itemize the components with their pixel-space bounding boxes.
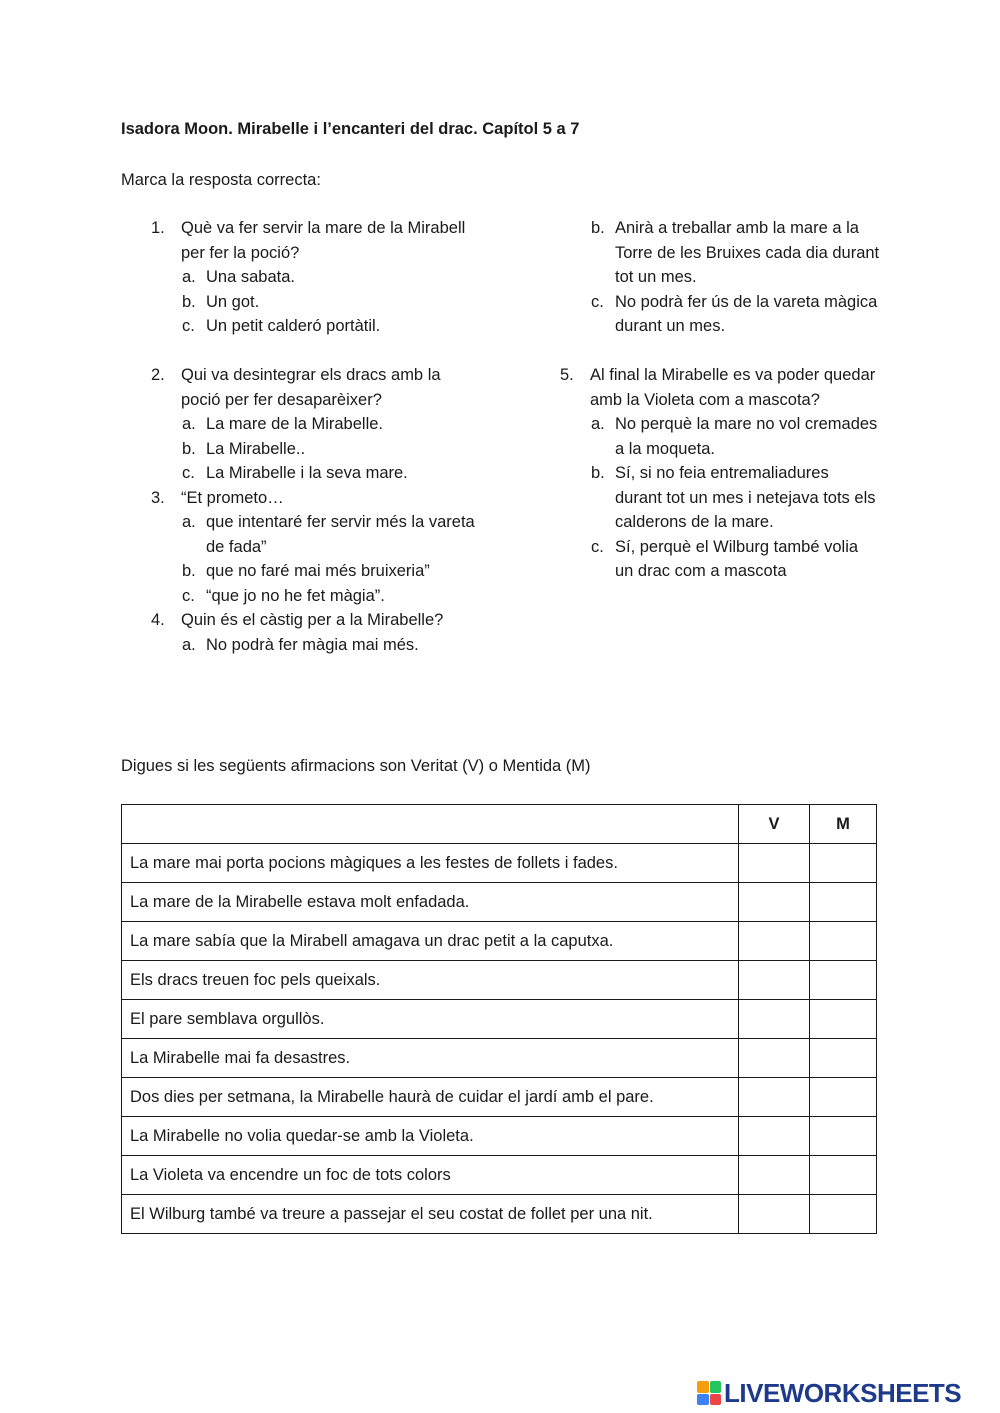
statement-text: La mare de la Mirabelle estava molt enfadada. — [122, 883, 739, 922]
option-text: Sí, si no feia entremaliadures durant tot un mes i netejava tots els calderons de la mare. — [615, 464, 876, 531]
option-2a[interactable] — [146, 412, 476, 437]
option-letter: a. — [182, 268, 196, 286]
table-row — [122, 961, 877, 1000]
option-text: La Mirabelle i la seva mare. — [206, 464, 408, 482]
option-text: No podrà fer màgia mai més. — [206, 635, 419, 654]
statement-header-cell — [122, 805, 739, 844]
option-letter: a. — [182, 513, 196, 531]
table-row — [122, 1117, 877, 1156]
question-text: Qui va desintegrar els dracs amb la poció per fer desaparèixer? — [181, 366, 441, 409]
table-header-row — [122, 805, 877, 844]
instruction-true-false: Digues si les següents afirmacions son Veritat (V) o Mentida (M) — [121, 757, 591, 775]
statement-text: La Mirabelle mai fa desastres. — [122, 1039, 739, 1078]
question-2 — [146, 363, 476, 412]
question-5 — [555, 363, 880, 412]
statement-text: La Mirabelle no volia quedar-se amb la Violeta. — [122, 1117, 739, 1156]
question-number: 2. — [151, 366, 165, 384]
worksheet-title: Isadora Moon. Mirabelle i l’encanteri del drac. Capítol 5 a 7 — [121, 120, 580, 138]
option-3a[interactable] — [146, 510, 476, 559]
liveworksheets-logo — [697, 1378, 961, 1408]
question-text: “Et prometo… — [181, 488, 284, 507]
option-5c[interactable] — [555, 535, 880, 584]
option-text: Sí, perquè el Wilburg també volia un drac com a mascota — [615, 537, 859, 580]
table-row — [122, 844, 877, 883]
statement-text: El Wilburg també va treure a passejar el seu costat de follet per una nit. — [122, 1195, 739, 1234]
question-number: 3. — [151, 488, 165, 507]
v-answer-cell[interactable] — [739, 1039, 810, 1078]
table-row — [122, 883, 877, 922]
m-answer-cell[interactable] — [810, 1156, 877, 1195]
option-letter: c. — [182, 464, 195, 482]
option-1b[interactable] — [146, 290, 476, 315]
v-answer-cell[interactable] — [739, 961, 810, 1000]
question-number: 4. — [151, 611, 165, 629]
statement-text: La mare sabía que la Mirabell amagava un drac petit a la caputxa. — [122, 922, 739, 961]
statement-text: La mare mai porta pocions màgiques a les festes de follets i fades. — [122, 844, 739, 883]
option-5a[interactable] — [555, 412, 880, 461]
option-text: La Mirabelle.. — [206, 439, 306, 458]
v-answer-cell[interactable] — [739, 1117, 810, 1156]
option-2b[interactable] — [146, 437, 476, 462]
m-answer-cell[interactable] — [810, 1117, 877, 1156]
option-text: No podrà fer ús de la vareta màgica durant un mes. — [615, 292, 878, 335]
m-answer-cell[interactable] — [810, 1195, 877, 1234]
m-answer-cell[interactable] — [810, 1000, 877, 1039]
option-letter: b. — [591, 219, 605, 237]
statement-text: El pare semblava orgullòs. — [122, 1000, 739, 1039]
m-answer-cell[interactable] — [810, 922, 877, 961]
option-text: que intentaré fer servir més la vareta de fada” — [206, 513, 475, 556]
m-answer-cell[interactable] — [810, 844, 877, 883]
option-letter: a. — [182, 635, 196, 654]
table-row — [122, 1156, 877, 1195]
option-letter: c. — [182, 586, 195, 605]
logo-square — [710, 1394, 722, 1406]
logo-text: LIVEWORKSHEETS — [724, 1377, 962, 1408]
option-text: La mare de la Mirabelle. — [206, 415, 384, 433]
statement-text: Els dracs treuen foc pels queixals. — [122, 961, 739, 1000]
question-text: Al final la Mirabelle es va poder quedar amb la Violeta com a mascota? — [590, 366, 876, 409]
option-letter: b. — [182, 292, 196, 311]
logo-square — [710, 1381, 722, 1393]
option-letter: c. — [591, 537, 604, 556]
option-letter: a. — [182, 415, 196, 433]
option-text: Anirà a treballar amb la mare a la Torre de les Bruixes cada dia durant tot un mes. — [615, 219, 880, 286]
option-text: Una sabata. — [206, 268, 295, 286]
question-1 — [146, 216, 476, 265]
v-answer-cell[interactable] — [739, 1195, 810, 1234]
option-letter: b. — [591, 464, 605, 482]
option-letter: b. — [182, 439, 196, 458]
table-row — [122, 1078, 877, 1117]
questions-column-left — [146, 216, 476, 657]
option-text: “que jo no he fet màgia”. — [206, 586, 385, 605]
m-column-header: M — [810, 805, 877, 844]
option-3b[interactable] — [146, 559, 476, 584]
question-3 — [146, 486, 476, 511]
v-answer-cell[interactable] — [739, 1156, 810, 1195]
option-4b[interactable] — [555, 216, 880, 290]
question-4 — [146, 608, 476, 633]
v-column-header: V — [739, 805, 810, 844]
logo-square — [697, 1394, 709, 1406]
option-letter: c. — [591, 292, 604, 311]
table-row — [122, 922, 877, 961]
question-number: 5. — [560, 366, 574, 384]
option-text: Un petit calderó portàtil. — [206, 317, 381, 335]
statement-text: Dos dies per setmana, la Mirabelle haurà de cuidar el jardí amb el pare. — [122, 1078, 739, 1117]
option-3c[interactable] — [146, 584, 476, 609]
option-1a[interactable] — [146, 265, 476, 290]
table-row — [122, 1195, 877, 1234]
statement-text: La Violeta va encendre un foc de tots colors — [122, 1156, 739, 1195]
v-answer-cell[interactable] — [739, 844, 810, 883]
option-text: que no faré mai més bruixeria” — [206, 562, 430, 580]
option-2c[interactable] — [146, 461, 476, 486]
v-answer-cell[interactable] — [739, 922, 810, 961]
option-4c[interactable] — [555, 290, 880, 339]
question-number: 1. — [151, 219, 165, 237]
liveworksheets-logo-icon — [697, 1381, 721, 1405]
option-text: Un got. — [206, 292, 260, 311]
v-answer-cell[interactable] — [739, 883, 810, 922]
questions-column-right — [555, 216, 880, 584]
option-text: No perquè la mare no vol cremades a la moqueta. — [615, 415, 878, 458]
m-answer-cell[interactable] — [810, 1039, 877, 1078]
v-answer-cell[interactable] — [739, 1000, 810, 1039]
m-answer-cell[interactable] — [810, 961, 877, 1000]
m-answer-cell[interactable] — [810, 1078, 877, 1117]
table-row — [122, 1000, 877, 1039]
logo-square — [697, 1381, 709, 1393]
option-letter: a. — [591, 415, 605, 433]
option-4a[interactable] — [146, 633, 476, 658]
question-text: Quin és el càstig per a la Mirabelle? — [181, 611, 444, 629]
option-1c[interactable] — [146, 314, 476, 339]
v-answer-cell[interactable] — [739, 1078, 810, 1117]
option-5b[interactable] — [555, 461, 880, 535]
instruction-multiple-choice: Marca la resposta correcta: — [121, 171, 321, 189]
table-row — [122, 1039, 877, 1078]
m-answer-cell[interactable] — [810, 883, 877, 922]
option-letter: b. — [182, 562, 196, 580]
question-text: Què va fer servir la mare de la Mirabell per fer la poció? — [181, 219, 466, 262]
true-false-table — [121, 804, 877, 1234]
option-letter: c. — [182, 317, 195, 335]
